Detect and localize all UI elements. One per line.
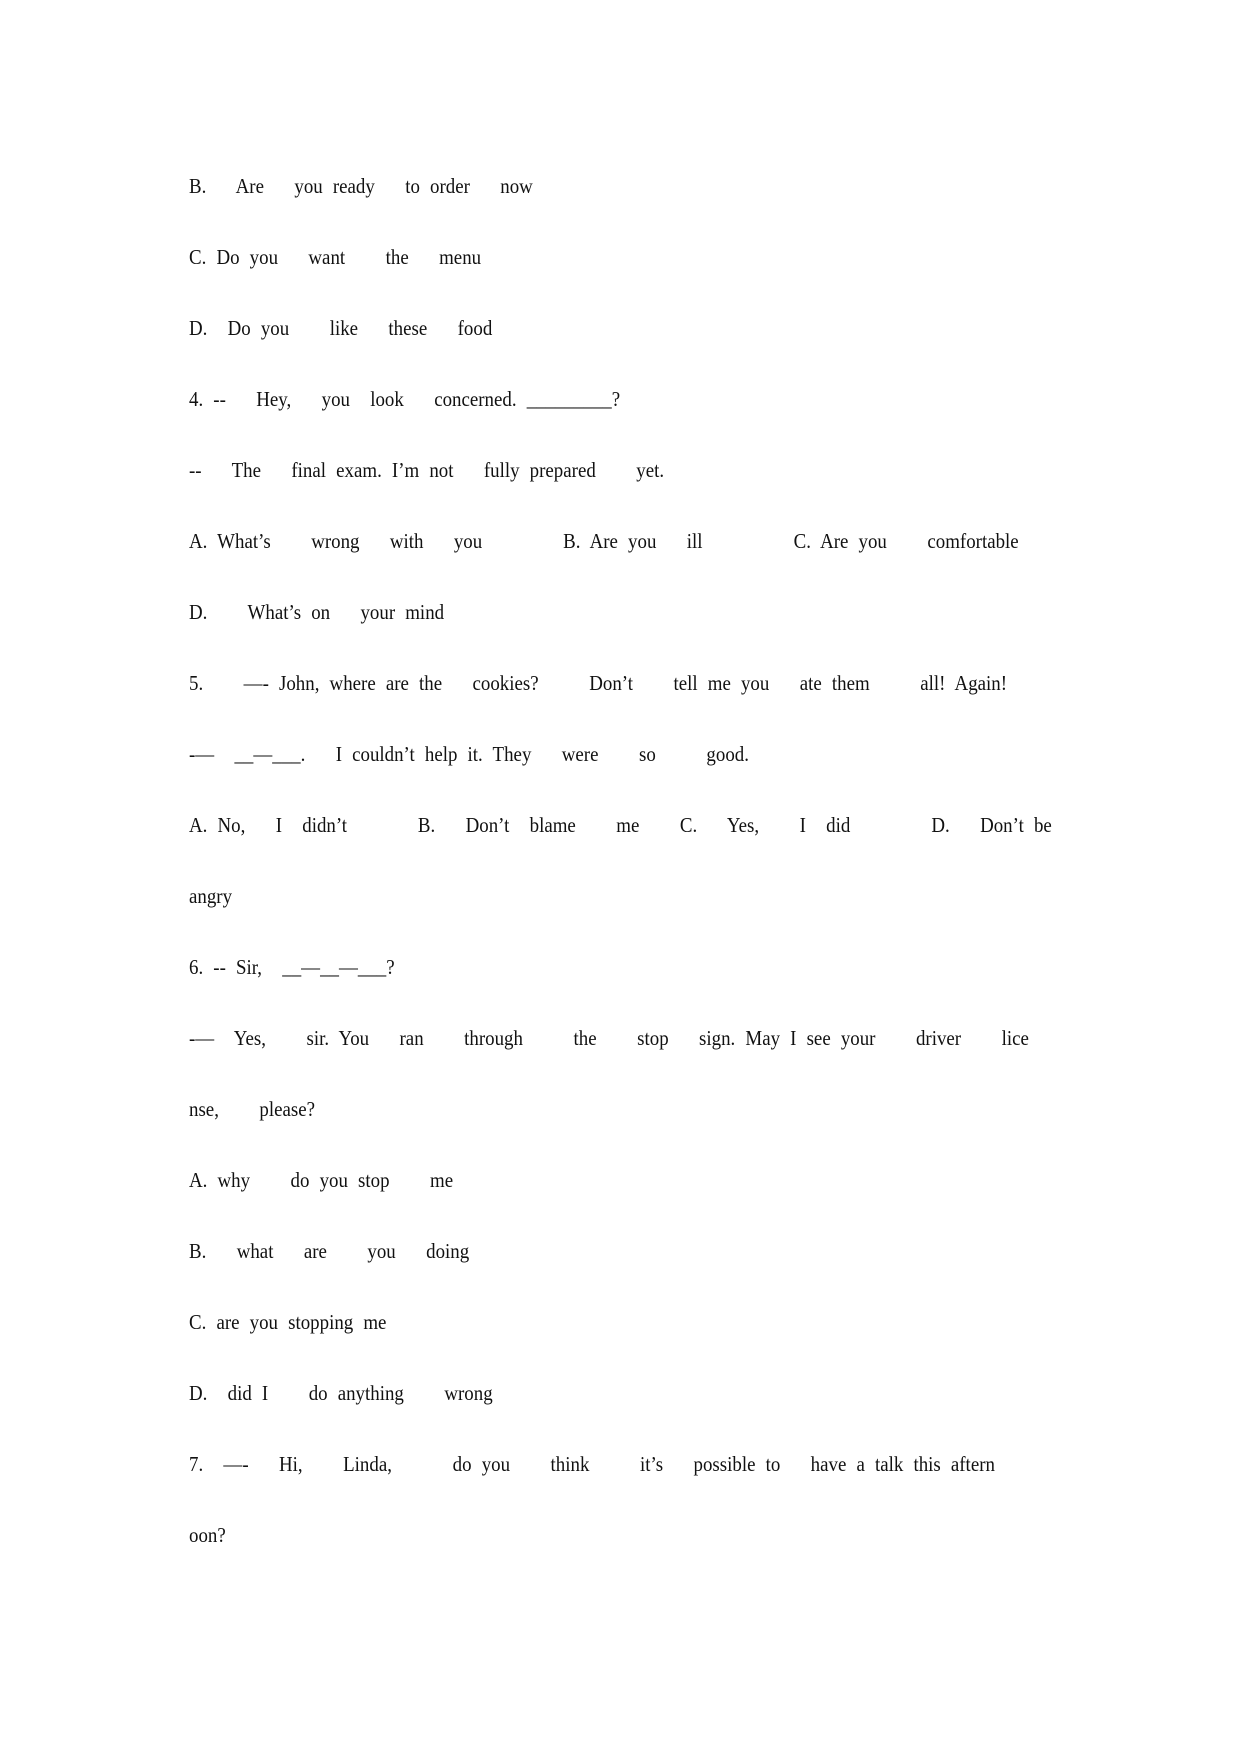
question-7-prompt: 7. —- Hi, Linda, do you think it’s possible to have a talk this aftern bbox=[189, 1452, 995, 1476]
option-6c: C. are you stopping me bbox=[189, 1310, 387, 1334]
question-4-prompt: 4. -- Hey, you look concerned. _________? bbox=[189, 387, 621, 411]
question-5-prompt: 5. —- John, where are the cookies? Don’t tell me you ate them all! Again! bbox=[189, 671, 1008, 695]
question-7-prompt-cont: oon? bbox=[189, 1523, 226, 1547]
question-6-reply-cont: nse, please? bbox=[189, 1097, 316, 1121]
option-3d: D. Do you like these food bbox=[189, 316, 493, 340]
question-6-reply: -— Yes, sir. You ran through the stop sign. May I see your driver lice bbox=[189, 1026, 1029, 1050]
option-4d: D. What’s on your mind bbox=[189, 600, 445, 624]
question-5-reply: -— __—___. I couldn’t help it. They were so good. bbox=[189, 742, 749, 766]
question-4-options-abc: A. What’s wrong with you B. Are you ill C. Are you comfortable bbox=[189, 529, 1019, 553]
option-6d: D. did I do anything wrong bbox=[189, 1381, 493, 1405]
question-5-options-cont: angry bbox=[189, 884, 233, 908]
option-6a: A. why do you stop me bbox=[189, 1168, 454, 1192]
question-6-prompt: 6. -- Sir, __—__—___? bbox=[189, 955, 395, 979]
option-3c: C. Do you want the menu bbox=[189, 245, 482, 269]
option-6b: B. what are you doing bbox=[189, 1239, 470, 1263]
question-4-reply: -- The final exam. I’m not fully prepared yet. bbox=[189, 458, 665, 482]
option-3b: B. Are you ready to order now bbox=[189, 174, 533, 198]
question-5-options: A. No, I didn’t B. Don’t blame me C. Yes, I did D. Don’t be bbox=[189, 813, 1052, 837]
